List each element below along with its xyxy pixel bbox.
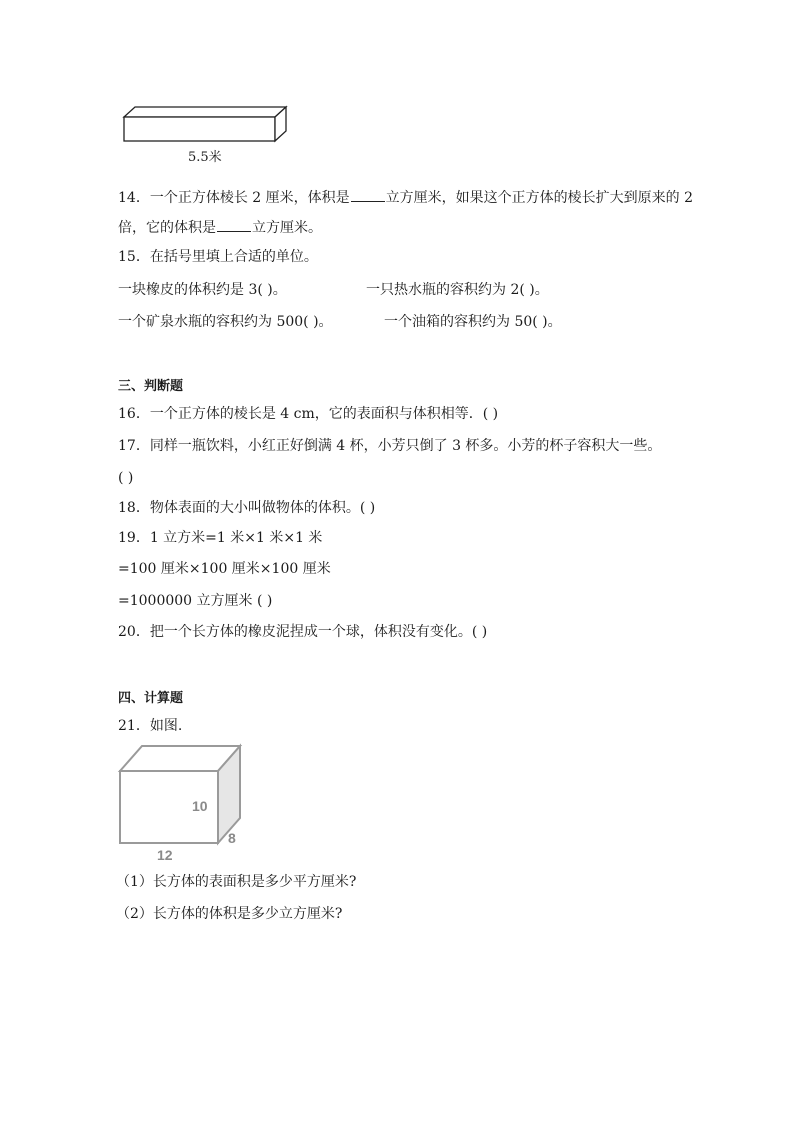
cuboid-bar-figure — [120, 105, 292, 145]
cuboid-width-label: 12 — [157, 847, 173, 863]
q14-text-4: 立方厘米。 — [252, 220, 322, 236]
question-19-line-1: 19．1 立方米=1 米×1 米×1 米 — [118, 530, 323, 546]
question-15-item-d: 一个油箱的容积约为 50( )。 — [384, 314, 562, 330]
question-17-line-2: ( ) — [118, 470, 134, 486]
q14-text-2: 立方厘米，如果这个正方体的棱长扩大到原来的 2 — [385, 190, 693, 206]
question-21-sub-2: （2）长方体的体积是多少立方厘米? — [116, 906, 343, 922]
cuboid-height-label: 10 — [192, 798, 208, 814]
question-19-line-2: =100 厘米×100 厘米×100 厘米 — [118, 561, 331, 577]
question-20: 20．把一个长方体的橡皮泥捏成一个球，体积没有变化。( ) — [118, 624, 488, 640]
question-14-line-1 — [118, 187, 693, 207]
cuboid-figure — [116, 743, 246, 847]
q14-text-3: 倍，它的体积是 — [118, 220, 216, 236]
q14-blank-2 — [217, 217, 251, 232]
question-21-title: 21．如图. — [118, 718, 183, 734]
q14-text-1: 14．一个正方体棱长 2 厘米，体积是 — [118, 190, 350, 206]
section-4-heading: 四、计算题 — [118, 691, 184, 706]
section-3-heading: 三、判断题 — [118, 379, 184, 394]
question-15-item-a: 一块橡皮的体积约是 3( )。 — [118, 282, 287, 298]
question-19-line-3: =1000000 立方厘米 ( ) — [118, 593, 273, 609]
question-17-line-1: 17．同样一瓶饮料，小红正好倒满 4 杯，小芳只倒了 3 杯多。小芳的杯子容积大一些。 — [118, 438, 662, 454]
question-15-title: 15．在括号里填上合适的单位。 — [118, 249, 318, 265]
question-18: 18．物体表面的大小叫做物体的体积。( ) — [118, 500, 376, 516]
question-14-line-2 — [118, 217, 322, 237]
question-15-item-c: 一个矿泉水瓶的容积约为 500( )。 — [118, 314, 333, 330]
question-16: 16．一个正方体的棱长是 4 cm，它的表面积与体积相等．( ) — [118, 406, 499, 422]
cuboid-length-label: 5.5米 — [188, 150, 222, 165]
cuboid-depth-label: 8 — [228, 830, 236, 846]
question-21-sub-1: （1）长方体的表面积是多少平方厘米? — [116, 874, 357, 890]
question-15-item-b: 一只热水瓶的容积约为 2( )。 — [366, 282, 549, 298]
q14-blank-1 — [351, 187, 385, 202]
